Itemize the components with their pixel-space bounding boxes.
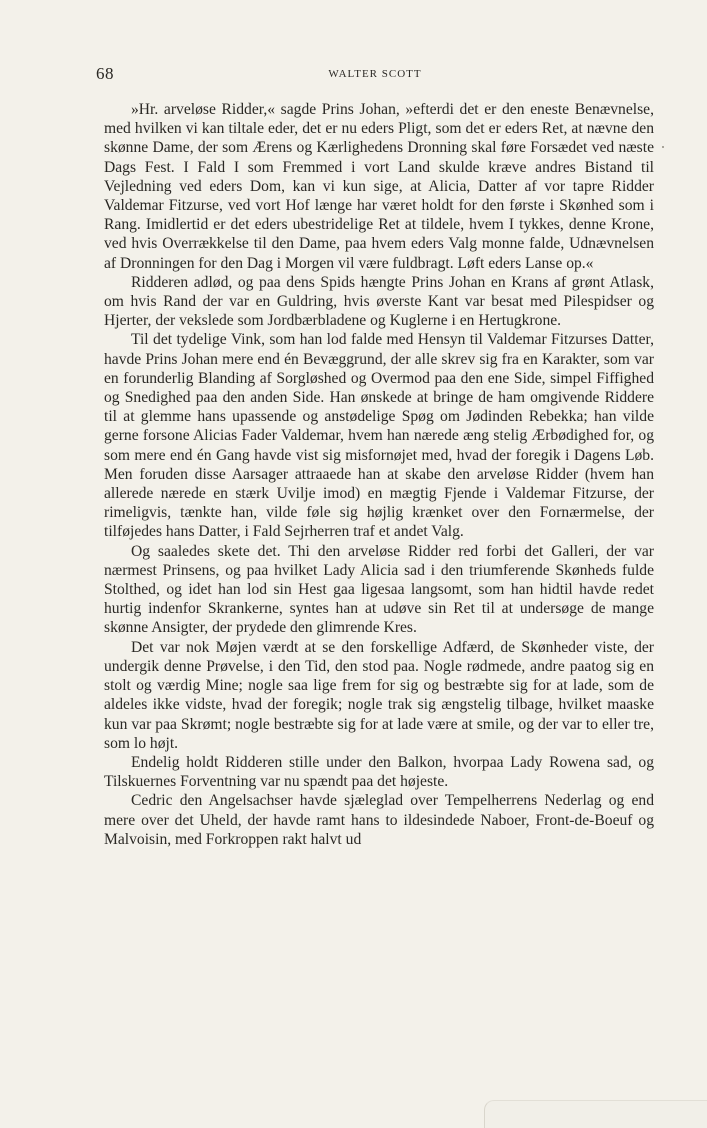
running-head: WALTER SCOTT — [328, 68, 422, 80]
paragraph: Endelig holdt Ridderen stille under den Balkon, hvorpaa Lady Rowena sad, og Tilskuernes Forventning var nu spændt paa det højeste. — [104, 753, 654, 791]
paragraph: Cedric den Angelsachser havde sjæleglad over Tempelherrens Nederlag og end mere over det Uheld, der havde ramt hans to ildesindede Naboer, Front-de-Boeuf og Malvoisin, med Forkroppen rakt halvt ud — [104, 792, 654, 848]
speck-mark — [662, 146, 664, 148]
page-fold-edge — [484, 1100, 707, 1128]
body-text — [104, 100, 654, 849]
page-header — [96, 64, 654, 86]
paragraph: Ridderen adlød, og paa dens Spids hængte Prins Johan en Krans af grønt Atlask, om hvis Rand der var en Guldring, hvis øverste Kant var besat med Pilespidser og Hjerter, der vekslede som Jordbærbladene og Kuglerne i en Hertugkrone. — [104, 273, 654, 330]
page-number: 68 — [96, 64, 114, 83]
paragraph: »Hr. arveløse Ridder,« sagde Prins Johan, »efterdi det er den eneste Benævnelse, med hvilken vi kan tiltale eder, det er nu eders Pligt, som det er eders Ret, at nævne den skønne Dame, der som Ærens og Kærlighedens Dronning skal føre Forsædet ved næste Dags Fest. I Fald I som Fremmed i vort Land skulde kræve andres Bistand til Vejledning ved eders Dom, kan vi kun sige, at Alicia, Datter af vor tapre Ridder Valdemar Fitzurse, ved vort Hof længe har været holdt for den første i Skønhed som i Rang. Imidlertid er det eders ubestridelige Ret at tildele, hvem I tykkes, denne Krone, ved hvis Overrækkelse til den Dame, paa hvem eders Valg monne falde, Udnævnelsen af Dronningen for den Dag i Morgen vil være fuldbragt. Løft eders Lanse op.« — [104, 101, 654, 272]
paragraph: Til det tydelige Vink, som han lod falde med Hensyn til Valdemar Fitzurses Datter, havde Prins Johan mere end én Bevæggrund, der alle skrev sig fra en Karakter, som var en forunderlig Blanding af Sorgløshed og Overmod paa den ene Side, simpel Fiffighed og Snedighed paa den anden Side. Han ønskede at bringe de ham omgivende Riddere til at glemme hans upassende og anstødelige Spøg om Jødinden Rebekka; han vilde gerne forsone Alicias Fader Valdemar, hvem han nærede æng stelig Ærbødighed for, og som mere end én Gang havde vist sig misfornøjet med, hvad der foregik i Dagens Løb. Men foruden disse Aarsager attraaede han at skabe den arveløse Ridder (hvem han allerede nærede en stærk Uvilje imod) en mægtig Fjende i Valdemar Fitzurse, der rimeligvis, tænkte han, vilde føle sig højlig krænket over den Fornærmelse, der tilføjedes hans Datter, i Fald Sejrherren traf et andet Valg. — [104, 331, 654, 541]
paragraph: Det var nok Møjen værdt at se den forskellige Adfærd, de Skønheder viste, der undergik denne Prøvelse, i den Tid, den stod paa. Nogle rødmede, andre paatog sig en stolt og værdig Mine; nogle saa lige frem for sig og bestræbte sig for at lade, som de aldeles ikke vidste, hvad der foregik; nogle trak sig ængstelig tilbage, hvilket maaske kun var paa Skrømt; nogle bestræbte sig for at lade være at smile, og der var to eller tre, som lo højt. — [104, 638, 654, 752]
paragraph: Og saaledes skete det. Thi den arveløse Ridder red forbi det Galleri, der var nærmest Prinsens, og paa hvilket Lady Alicia sad i den triumferende Skønheds fulde Stolthed, og idet han lod sin Hest gaa ligesaa langsomt, som han hidtil havde redet hurtig indenfor Skrankerne, syntes han at udøve sin Ret til at undersøge de mange skønne Ansigter, der prydede den glimrende Kres. — [104, 542, 654, 637]
